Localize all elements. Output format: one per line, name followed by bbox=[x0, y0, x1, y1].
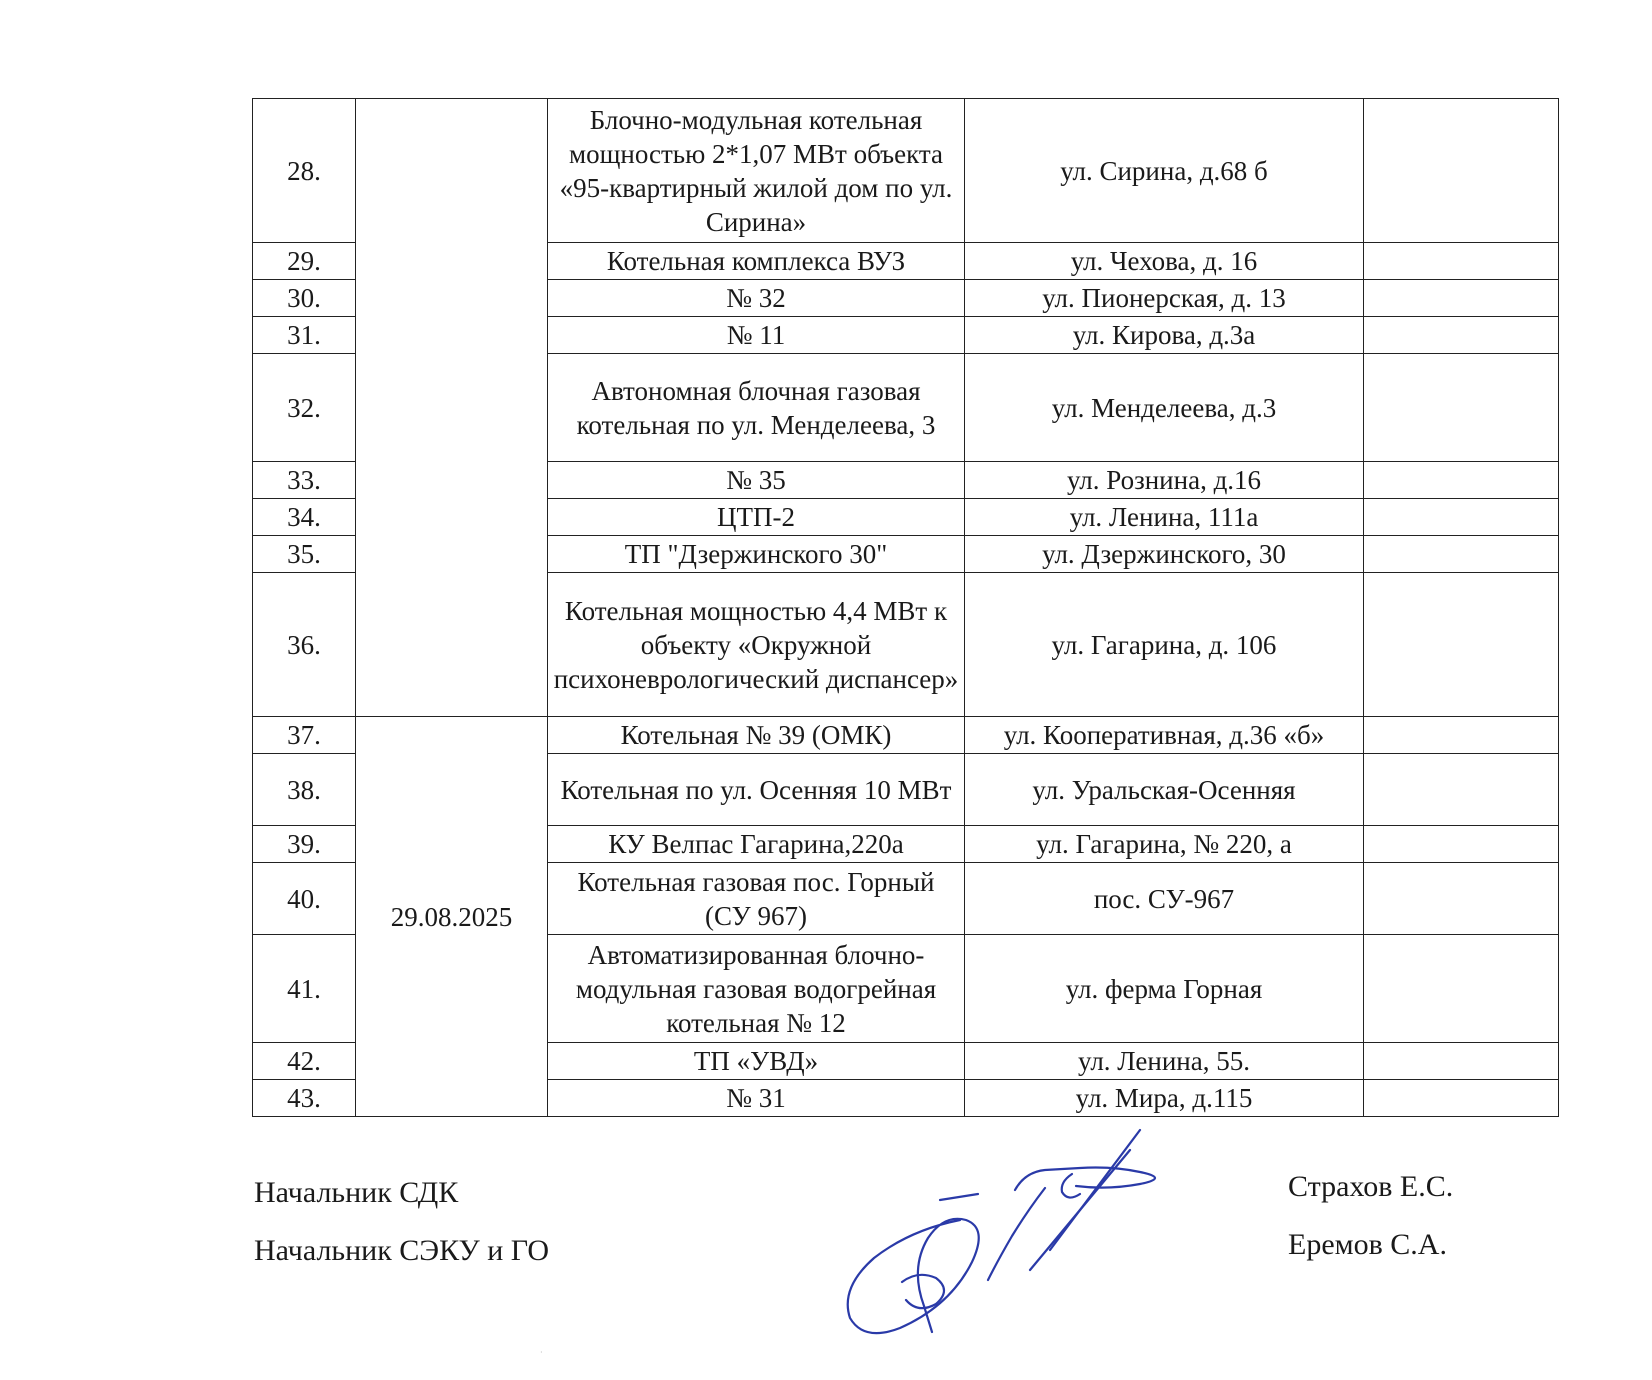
row-number: 43. bbox=[253, 1080, 356, 1117]
empty-cell bbox=[1364, 717, 1559, 754]
empty-cell bbox=[1364, 754, 1559, 826]
facility-name: № 32 bbox=[548, 280, 965, 317]
facility-address: пос. СУ-967 bbox=[965, 863, 1364, 935]
row-number: 28. bbox=[253, 99, 356, 243]
facilities-table bbox=[252, 98, 1559, 1117]
facility-address: ул. Уральская-Осенняя bbox=[965, 754, 1364, 826]
empty-cell bbox=[1364, 317, 1559, 354]
empty-cell bbox=[1364, 499, 1559, 536]
facility-address: ул. Кирова, д.3а bbox=[965, 317, 1364, 354]
facility-name: № 35 bbox=[548, 462, 965, 499]
facility-name: Котельная газовая пос. Горный (СУ 967) bbox=[548, 863, 965, 935]
facility-address: ул. Менделеева, д.3 bbox=[965, 354, 1364, 462]
empty-cell bbox=[1364, 1080, 1559, 1117]
facility-address: ул. Гагарина, д. 106 bbox=[965, 573, 1364, 717]
facility-name: Котельная комплекса ВУЗ bbox=[548, 243, 965, 280]
row-number: 31. bbox=[253, 317, 356, 354]
facility-address: ул. Гагарина, № 220, а bbox=[965, 826, 1364, 863]
facility-name: ТП "Дзержинского 30" bbox=[548, 536, 965, 573]
empty-cell bbox=[1364, 243, 1559, 280]
empty-cell bbox=[1364, 280, 1559, 317]
facility-name: Котельная № 39 (ОМК) bbox=[548, 717, 965, 754]
facility-address: ул. Кооперативная, д.36 «б» bbox=[965, 717, 1364, 754]
facility-address: ул. Рознина, д.16 bbox=[965, 462, 1364, 499]
row-number: 32. bbox=[253, 354, 356, 462]
facility-name: Котельная мощностью 4,4 МВт к объекту «Окружной психоневрологический диспансер» bbox=[548, 573, 965, 717]
row-number: 38. bbox=[253, 754, 356, 826]
facility-name: № 11 bbox=[548, 317, 965, 354]
facility-address: ул. Чехова, д. 16 bbox=[965, 243, 1364, 280]
scan-artifact: · bbox=[540, 1348, 543, 1357]
row-number: 33. bbox=[253, 462, 356, 499]
date-cell bbox=[356, 99, 548, 717]
facility-address: ул. Пионерская, д. 13 bbox=[965, 280, 1364, 317]
facility-address: ул. Ленина, 55. bbox=[965, 1043, 1364, 1080]
empty-cell bbox=[1364, 826, 1559, 863]
handwritten-signature-icon bbox=[840, 1110, 1180, 1350]
empty-cell bbox=[1364, 935, 1559, 1043]
facility-name: Блочно-модульная котельная мощностью 2*1,07 МВт объекта «95-квартирный жилой дом по ул. Сирина» bbox=[548, 99, 965, 243]
row-number: 41. bbox=[253, 935, 356, 1043]
signer-name: Еремов С.А. bbox=[1288, 1228, 1447, 1261]
signer-title: Начальник СЭКУ и ГО bbox=[254, 1234, 550, 1267]
empty-cell bbox=[1364, 1043, 1559, 1080]
empty-cell bbox=[1364, 536, 1559, 573]
row-number: 35. bbox=[253, 536, 356, 573]
row-number: 34. bbox=[253, 499, 356, 536]
facility-name: ЦТП-2 bbox=[548, 499, 965, 536]
facility-name: № 31 bbox=[548, 1080, 965, 1117]
signer-name: Страхов Е.С. bbox=[1288, 1170, 1454, 1203]
row-number: 29. bbox=[253, 243, 356, 280]
facility-address: ул. Дзержинского, 30 bbox=[965, 536, 1364, 573]
empty-cell bbox=[1364, 863, 1559, 935]
row-number: 42. bbox=[253, 1043, 356, 1080]
facility-address: ул. Сирина, д.68 б bbox=[965, 99, 1364, 243]
facility-address: ул. ферма Горная bbox=[965, 935, 1364, 1043]
empty-cell bbox=[1364, 573, 1559, 717]
table-row bbox=[253, 717, 1559, 754]
facility-name: КУ Велпас Гагарина,220а bbox=[548, 826, 965, 863]
facility-name: Автоматизированная блочно-модульная газовая водогрейная котельная № 12 bbox=[548, 935, 965, 1043]
row-number: 36. bbox=[253, 573, 356, 717]
facility-name: ТП «УВД» bbox=[548, 1043, 965, 1080]
table-row bbox=[253, 99, 1559, 243]
date-cell: 29.08.2025 bbox=[356, 717, 548, 1117]
row-number: 30. bbox=[253, 280, 356, 317]
row-number: 39. bbox=[253, 826, 356, 863]
signer-title: Начальник СДК bbox=[254, 1176, 459, 1209]
row-number: 37. bbox=[253, 717, 356, 754]
facility-name: Котельная по ул. Осенняя 10 МВт bbox=[548, 754, 965, 826]
empty-cell bbox=[1364, 354, 1559, 462]
facility-address: ул. Ленина, 111а bbox=[965, 499, 1364, 536]
empty-cell bbox=[1364, 462, 1559, 499]
facility-address: ул. Мира, д.115 bbox=[965, 1080, 1364, 1117]
row-number: 40. bbox=[253, 863, 356, 935]
empty-cell bbox=[1364, 99, 1559, 243]
facility-name: Автономная блочная газовая котельная по ул. Менделеева, 3 bbox=[548, 354, 965, 462]
